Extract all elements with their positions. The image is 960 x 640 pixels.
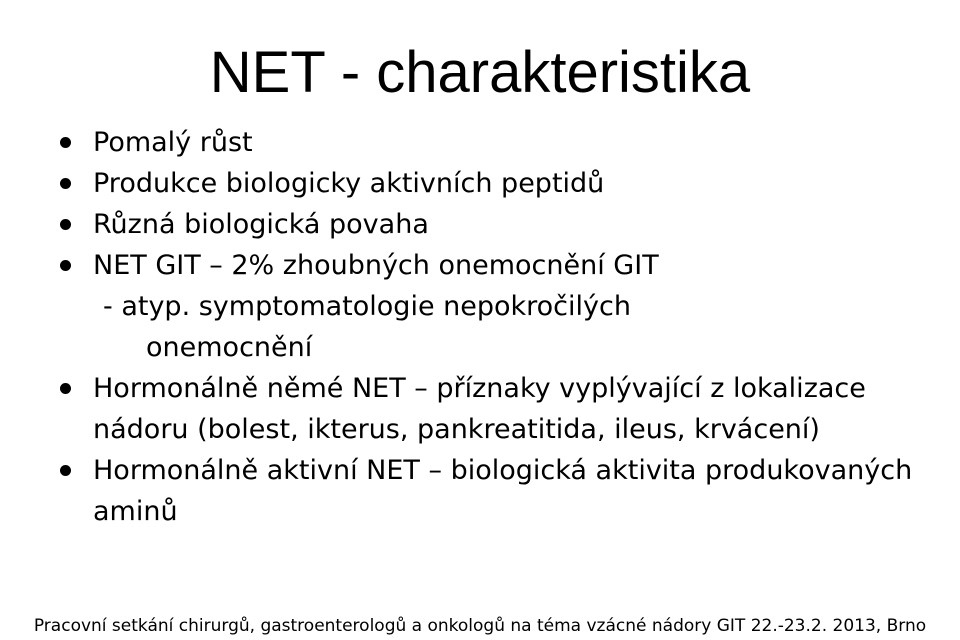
bullet-item-6 xyxy=(58,450,938,532)
bullet-dot-icon xyxy=(60,137,71,148)
sub-bullet-line-2: onemocnění xyxy=(146,332,313,363)
bullet-dot-icon xyxy=(60,219,71,230)
bullet-text: Různá biologická povaha xyxy=(93,209,429,240)
bullet-dot-icon xyxy=(60,178,71,189)
bullet-item-4 xyxy=(58,245,938,286)
bullet-item-5 xyxy=(58,368,938,450)
bullet-list xyxy=(58,122,938,532)
bullet-dot-icon xyxy=(60,260,71,271)
sub-bullet-line-1: - atyp. symptomatologie nepokročilých xyxy=(103,291,631,322)
slide-title: NET - charakteristika xyxy=(209,39,751,105)
bullet-item-1 xyxy=(58,122,938,163)
bullet-text: Hormonálně němé NET – příznaky vyplývající z lokalizace nádoru (bolest, ikterus, pankreatitida, ileus, krvácení) xyxy=(93,373,866,445)
sub-bullet-item xyxy=(58,286,938,368)
bullet-dot-icon xyxy=(60,383,71,394)
bullet-dot-icon xyxy=(60,465,71,476)
bullet-item-3 xyxy=(58,204,938,245)
bullet-text: Hormonálně aktivní NET – biologická aktivita produkovaných aminů xyxy=(93,455,913,527)
bullet-item-2 xyxy=(58,163,938,204)
slide-footer: Pracovní setkání chirurgů, gastroenterologů a onkologů na téma vzácné nádory GIT 22.-23.2. 2013, Brno xyxy=(33,616,927,636)
bullet-text: Produkce biologicky aktivních peptidů xyxy=(93,168,605,199)
bullet-text: NET GIT – 2% zhoubných onemocnění GIT xyxy=(93,250,659,281)
bullet-text: Pomalý růst xyxy=(93,127,253,158)
